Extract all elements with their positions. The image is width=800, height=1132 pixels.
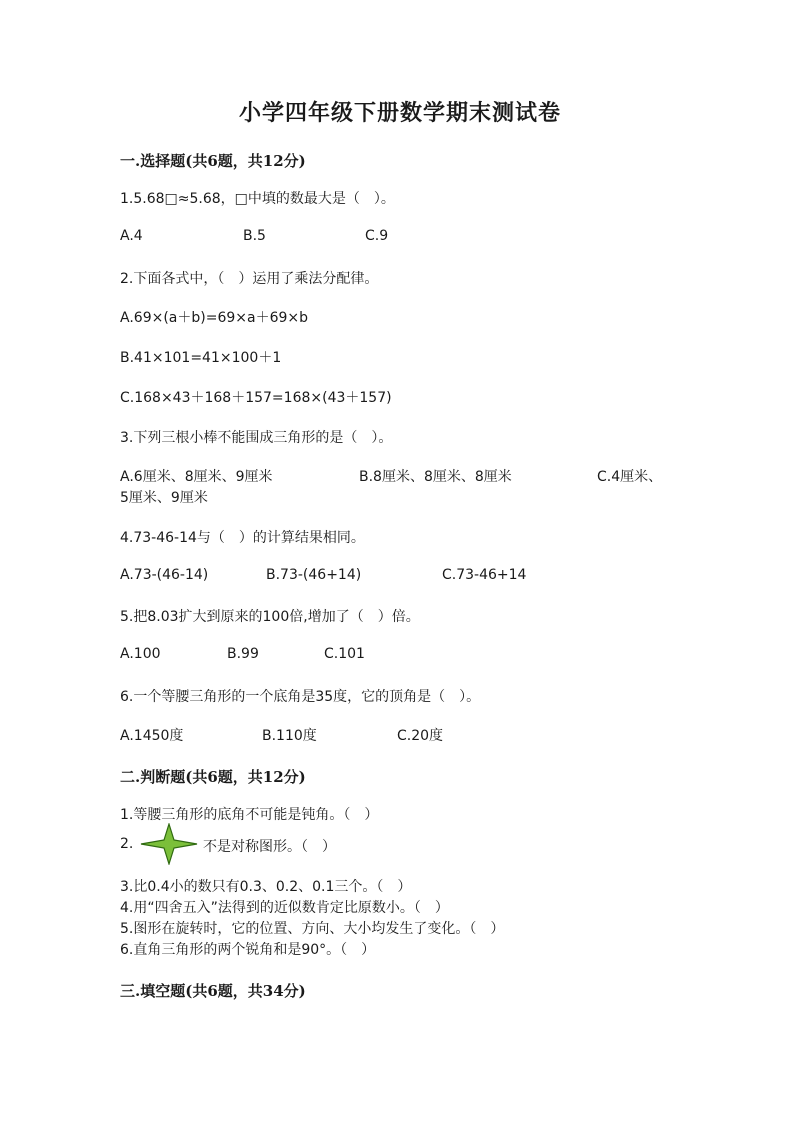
q4-option-b: B.73-(46+14) — [266, 567, 362, 583]
judgement-2-prefix: 2. — [120, 836, 134, 852]
question-5: 5.把8.03扩大到原来的100倍,增加了（ ）倍。 — [120, 609, 420, 625]
q3-option-c: C.4厘米、 — [597, 469, 663, 485]
q4-option-c: C.73-46+14 — [442, 567, 527, 583]
q5-option-b: B.99 — [227, 646, 259, 662]
judgement-3: 3.比0.4小的数只有0.3、0.2、0.1三个。（ ） — [120, 879, 412, 895]
judgement-2-text: 不是对称图形。（ ） — [203, 839, 336, 855]
judgement-6: 6.直角三角形的两个锐角和是90°。（ ） — [120, 942, 376, 958]
q6-option-b: B.110度 — [262, 728, 317, 744]
judgement-1: 1.等腰三角形的底角不可能是钝角。（ ） — [120, 807, 379, 823]
section-heading-choice: 一.选择题(共6题，共12分) — [120, 152, 306, 170]
q5-option-a: A.100 — [120, 646, 161, 662]
q6-option-a: A.1450度 — [120, 728, 184, 744]
question-4: 4.73-46-14与（ ）的计算结果相同。 — [120, 530, 365, 546]
section-heading-fill-blank: 三.填空题(共6题，共34分) — [120, 982, 306, 1000]
question-1: 1.5.68□≈5.68，□中填的数最大是（ ）。 — [120, 191, 395, 207]
question-2: 2.下面各式中，（ ）运用了乘法分配律。 — [120, 271, 379, 287]
question-6: 6.一个等腰三角形的一个底角是35度，它的顶角是（ ）。 — [120, 689, 481, 705]
q2-option-b: B.41×101=41×100＋1 — [120, 350, 282, 366]
q1-option-a: A.4 — [120, 228, 143, 244]
q3-option-b: B.8厘米、8厘米、8厘米 — [359, 469, 512, 485]
four-point-star-icon — [140, 823, 198, 865]
page-title: 小学四年级下册数学期末测试卷 — [238, 100, 561, 126]
q3-option-a: A.6厘米、8厘米、9厘米 — [120, 469, 273, 485]
q2-option-c: C.168×43＋168＋157=168×(43＋157) — [120, 390, 392, 406]
q2-option-a: A.69×(a＋b)=69×a＋69×b — [120, 310, 309, 326]
q5-option-c: C.101 — [324, 646, 365, 662]
q1-option-b: B.5 — [243, 228, 266, 244]
judgement-4: 4.用“四舍五入”法得到的近似数肯定比原数小。（ ） — [120, 900, 449, 916]
q6-option-c: C.20度 — [397, 728, 444, 744]
q4-option-a: A.73-(46-14) — [120, 567, 209, 583]
q3-option-c-continued: 5厘米、9厘米 — [120, 490, 208, 506]
question-3: 3.下列三根小棒不能围成三角形的是（ ）。 — [120, 430, 393, 446]
q1-option-c: C.9 — [365, 228, 389, 244]
judgement-5: 5.图形在旋转时，它的位置、方向、大小均发生了变化。（ ） — [120, 921, 505, 937]
section-heading-judgement: 二.判断题(共6题，共12分) — [120, 768, 306, 786]
